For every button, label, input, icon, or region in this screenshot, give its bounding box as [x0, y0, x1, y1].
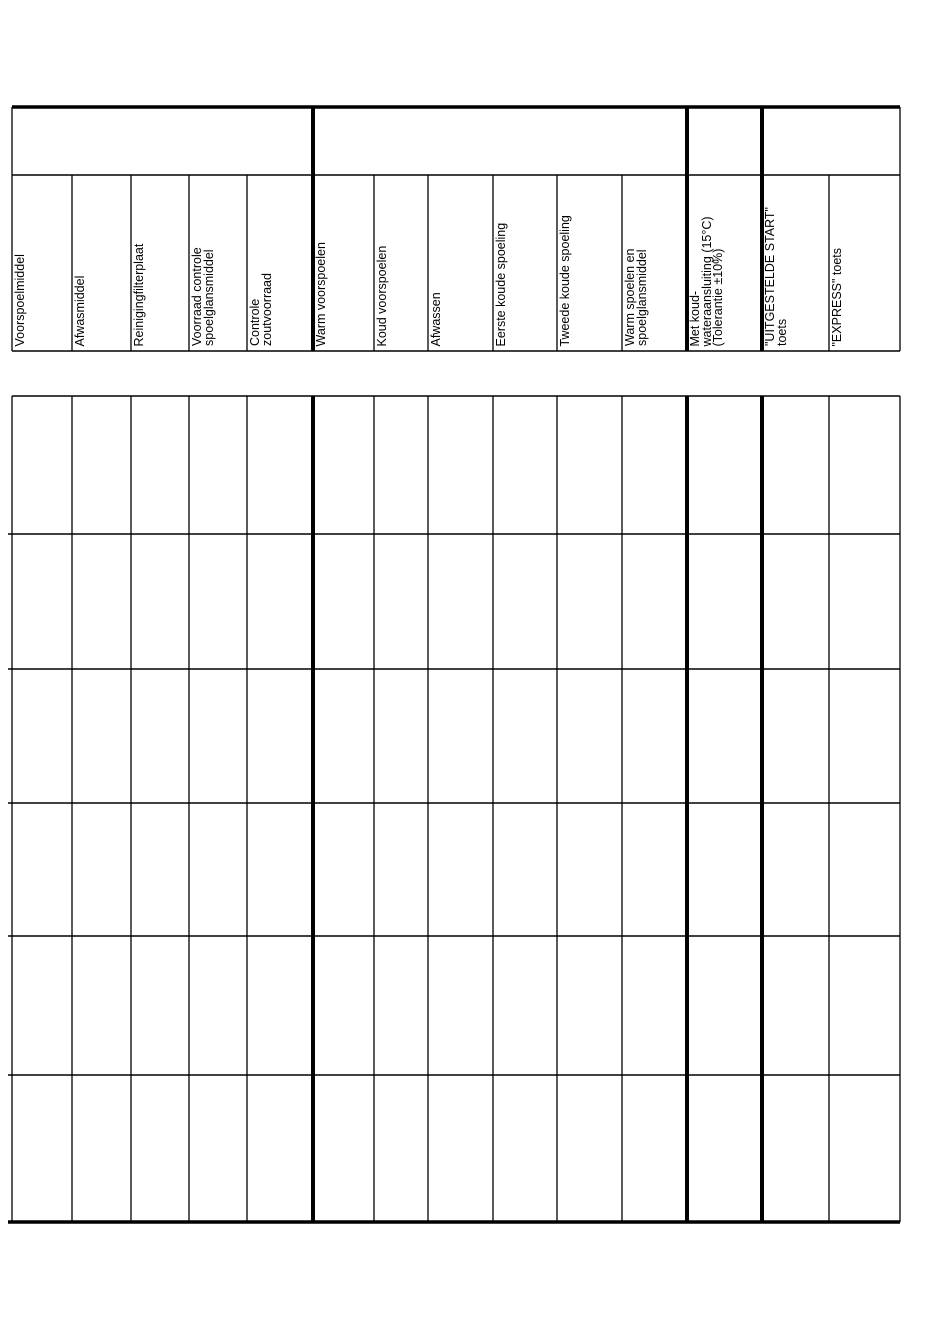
- column-header-label: Voorspoelmiddel: [13, 253, 27, 346]
- table-cell: [72, 1075, 131, 1222]
- table-cell: [687, 803, 762, 936]
- column-header-label: Koud voorspoelen: [375, 245, 389, 346]
- column-header-label: "EXPRESS" toets: [830, 247, 844, 346]
- table-cell: [374, 803, 428, 936]
- table-cell: [313, 669, 374, 803]
- table-cell: [493, 534, 557, 669]
- column-header-label: "UITGESTELDE START" toets: [763, 207, 789, 346]
- table-cell: [72, 534, 131, 669]
- table-cell: [72, 803, 131, 936]
- table-cell: [72, 396, 131, 534]
- table-cell: [374, 534, 428, 669]
- table-cell: [428, 936, 493, 1075]
- table-cell: [189, 396, 247, 534]
- column-header-label: Met koud- wateraansluiting (15°C) (Tolerantie ±10%): [688, 215, 725, 346]
- table-cell: [687, 1075, 762, 1222]
- table-cell: [247, 534, 313, 669]
- table-cell: [622, 396, 687, 534]
- table-cell: [428, 396, 493, 534]
- table-cell: [131, 669, 189, 803]
- table-cell: [374, 1075, 428, 1222]
- table-cell: [428, 669, 493, 803]
- column-header-label: Controle zoutvoorraad: [248, 273, 274, 346]
- table-cell: [829, 669, 900, 803]
- table-cell: [829, 1075, 900, 1222]
- table-cell: [557, 1075, 622, 1222]
- table-cell: [762, 396, 829, 534]
- table-cell: [12, 534, 72, 669]
- table-cell: [762, 669, 829, 803]
- column-header-label: Warm voorspoelen: [314, 241, 328, 346]
- table-cell: [622, 803, 687, 936]
- table-cell: [247, 803, 313, 936]
- table-cell: [762, 534, 829, 669]
- table-cell: [374, 396, 428, 534]
- table-cell: [557, 803, 622, 936]
- column-header-label: Afwasmiddel: [73, 275, 87, 346]
- column-header-label: Tweede koude spoeling: [558, 214, 572, 346]
- column-header: [250, 176, 311, 350]
- table-cell: [687, 936, 762, 1075]
- table-cell: [493, 1075, 557, 1222]
- column-header-label: Reinigingfilterplaat: [132, 243, 146, 346]
- column-header-label: Voorraad controle spoelglansmiddel: [190, 247, 216, 346]
- table-cell: [687, 396, 762, 534]
- table-cell: [189, 803, 247, 936]
- table-cell: [622, 534, 687, 669]
- table-cell: [12, 803, 72, 936]
- table-cell: [829, 534, 900, 669]
- table-cell: [493, 396, 557, 534]
- table-cell: [313, 803, 374, 936]
- table-cell: [557, 669, 622, 803]
- table-cell: [131, 803, 189, 936]
- table-cell: [687, 534, 762, 669]
- table-cell: [131, 396, 189, 534]
- table-cell: [131, 936, 189, 1075]
- table-cell: [12, 1075, 72, 1222]
- column-header: [134, 176, 187, 350]
- table-cell: [189, 936, 247, 1075]
- table-cell: [189, 1075, 247, 1222]
- table-cell: [493, 669, 557, 803]
- table-cell: [493, 936, 557, 1075]
- table-cell: [622, 1075, 687, 1222]
- table-cell: [557, 534, 622, 669]
- table-cell: [313, 936, 374, 1075]
- table-cell: [557, 396, 622, 534]
- table-cell: [131, 1075, 189, 1222]
- table-cell: [189, 534, 247, 669]
- table-cell: [12, 669, 72, 803]
- table-cell: [12, 396, 72, 534]
- table-cell: [829, 396, 900, 534]
- column-header: [690, 176, 760, 350]
- column-header: [75, 176, 129, 350]
- table-cell: [622, 936, 687, 1075]
- column-header: [192, 176, 245, 350]
- table-cell: [12, 936, 72, 1075]
- table-cell: [829, 803, 900, 936]
- table-cell: [313, 1075, 374, 1222]
- table-cell: [557, 936, 622, 1075]
- column-header: [15, 176, 70, 350]
- column-header: [496, 176, 555, 350]
- column-header-label: Warm spoelen en spoelglansmiddel: [623, 248, 649, 346]
- table-cell: [131, 534, 189, 669]
- table-cell: [687, 669, 762, 803]
- column-header: [560, 176, 620, 350]
- table-cell: [72, 936, 131, 1075]
- column-header: [625, 176, 685, 350]
- table-cell: [622, 669, 687, 803]
- table-cell: [374, 936, 428, 1075]
- column-header: [377, 176, 426, 350]
- table-cell: [313, 396, 374, 534]
- table-cell: [247, 669, 313, 803]
- table-cell: [313, 534, 374, 669]
- table-cell: [72, 669, 131, 803]
- table-cell: [247, 936, 313, 1075]
- table-cell: [829, 936, 900, 1075]
- column-header: [431, 176, 491, 350]
- table-cell: [189, 669, 247, 803]
- table-cell: [428, 534, 493, 669]
- column-header: [765, 176, 827, 350]
- column-header: [316, 176, 372, 350]
- table-cell: [762, 936, 829, 1075]
- table-cell: [493, 803, 557, 936]
- column-header-label: Eerste koude spoeling: [494, 222, 508, 346]
- table-cell: [762, 803, 829, 936]
- table-cell: [247, 396, 313, 534]
- table-cell: [762, 1075, 829, 1222]
- table-cell: [428, 1075, 493, 1222]
- table-cell: [374, 669, 428, 803]
- column-header-label: Afwassen: [429, 291, 443, 346]
- column-header: [832, 176, 898, 350]
- table-cell: [428, 803, 493, 936]
- table-cell: [247, 1075, 313, 1222]
